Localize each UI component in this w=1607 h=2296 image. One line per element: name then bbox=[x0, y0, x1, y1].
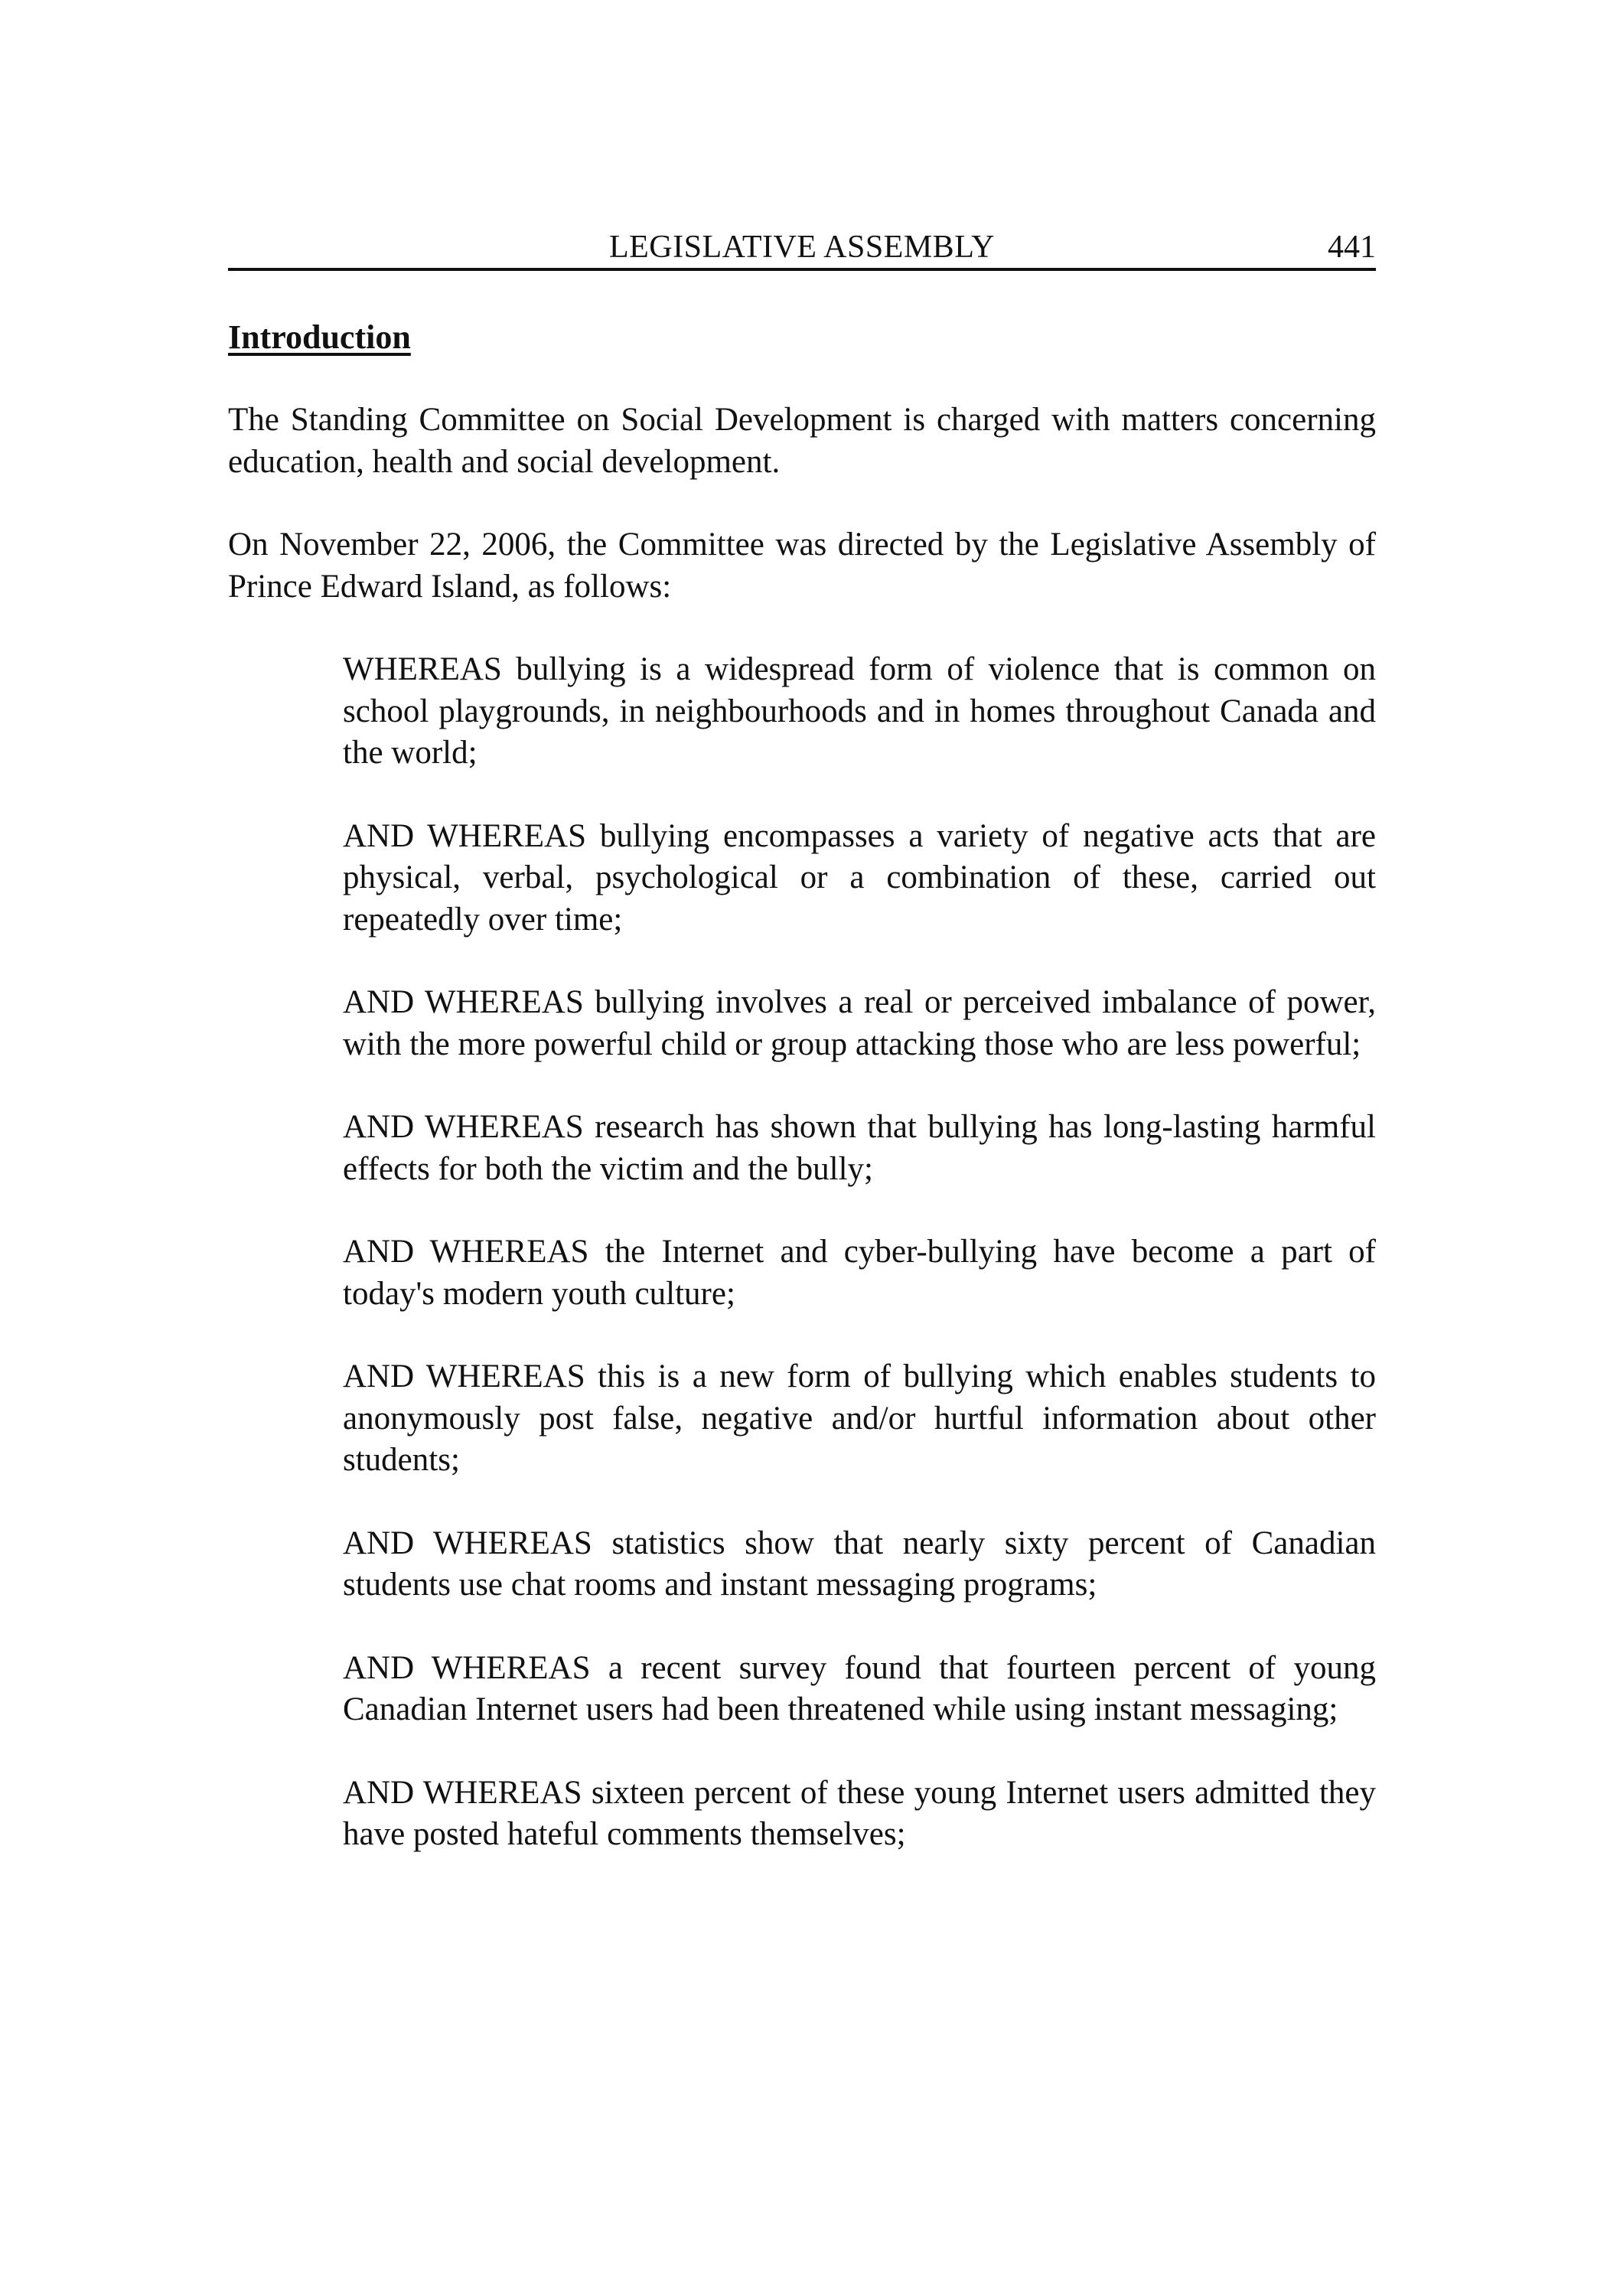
whereas-clause: AND WHEREAS research has shown that bullying has long-lasting harmful effects for both the victim and the bully; bbox=[343, 1109, 1376, 1187]
page-content bbox=[228, 314, 1376, 1897]
whereas-clause: WHEREAS bullying is a widespread form of violence that is common on school playgrounds, in neighbourhoods and in homes throughout Canada and the world; bbox=[343, 651, 1376, 771]
section-heading: Introduction bbox=[228, 318, 411, 356]
whereas-clause: AND WHEREAS sixteen percent of these young Internet users admitted they have posted hateful comments themselves; bbox=[343, 1774, 1376, 1852]
whereas-clause: AND WHEREAS a recent survey found that fourteen percent of young Canadian Internet users had been threatened while using instant messaging; bbox=[343, 1649, 1376, 1727]
directive-paragraph: On November 22, 2006, the Committee was directed by the Legislative Assembly of Prince Edward Island, as follows: bbox=[228, 527, 1376, 605]
whereas-clause: AND WHEREAS statistics show that nearly sixty percent of Canadian students use chat rooms and instant messaging programs; bbox=[343, 1525, 1376, 1603]
intro-paragraph: The Standing Committee on Social Development is charged with matters concerning education, health and social development. bbox=[228, 402, 1376, 480]
whereas-clause: AND WHEREAS bullying encompasses a variety of negative acts that are physical, verbal, psychological or a combination of these, carried out repeatedly over time; bbox=[343, 817, 1376, 938]
running-header-title: LEGISLATIVE ASSEMBLY bbox=[609, 230, 995, 265]
page-header bbox=[228, 227, 1376, 271]
whereas-clause: AND WHEREAS the Internet and cyber-bullying have become a part of today's modern youth culture; bbox=[343, 1234, 1376, 1312]
whereas-clause: AND WHEREAS bullying involves a real or perceived imbalance of power, with the more powerful child or group attacking those who are less powerful; bbox=[343, 984, 1376, 1062]
whereas-clause: AND WHEREAS this is a new form of bullying which enables students to anonymously post false, negative and/or hurtful information about other students; bbox=[343, 1358, 1376, 1478]
page-number: 441 bbox=[1328, 230, 1376, 265]
